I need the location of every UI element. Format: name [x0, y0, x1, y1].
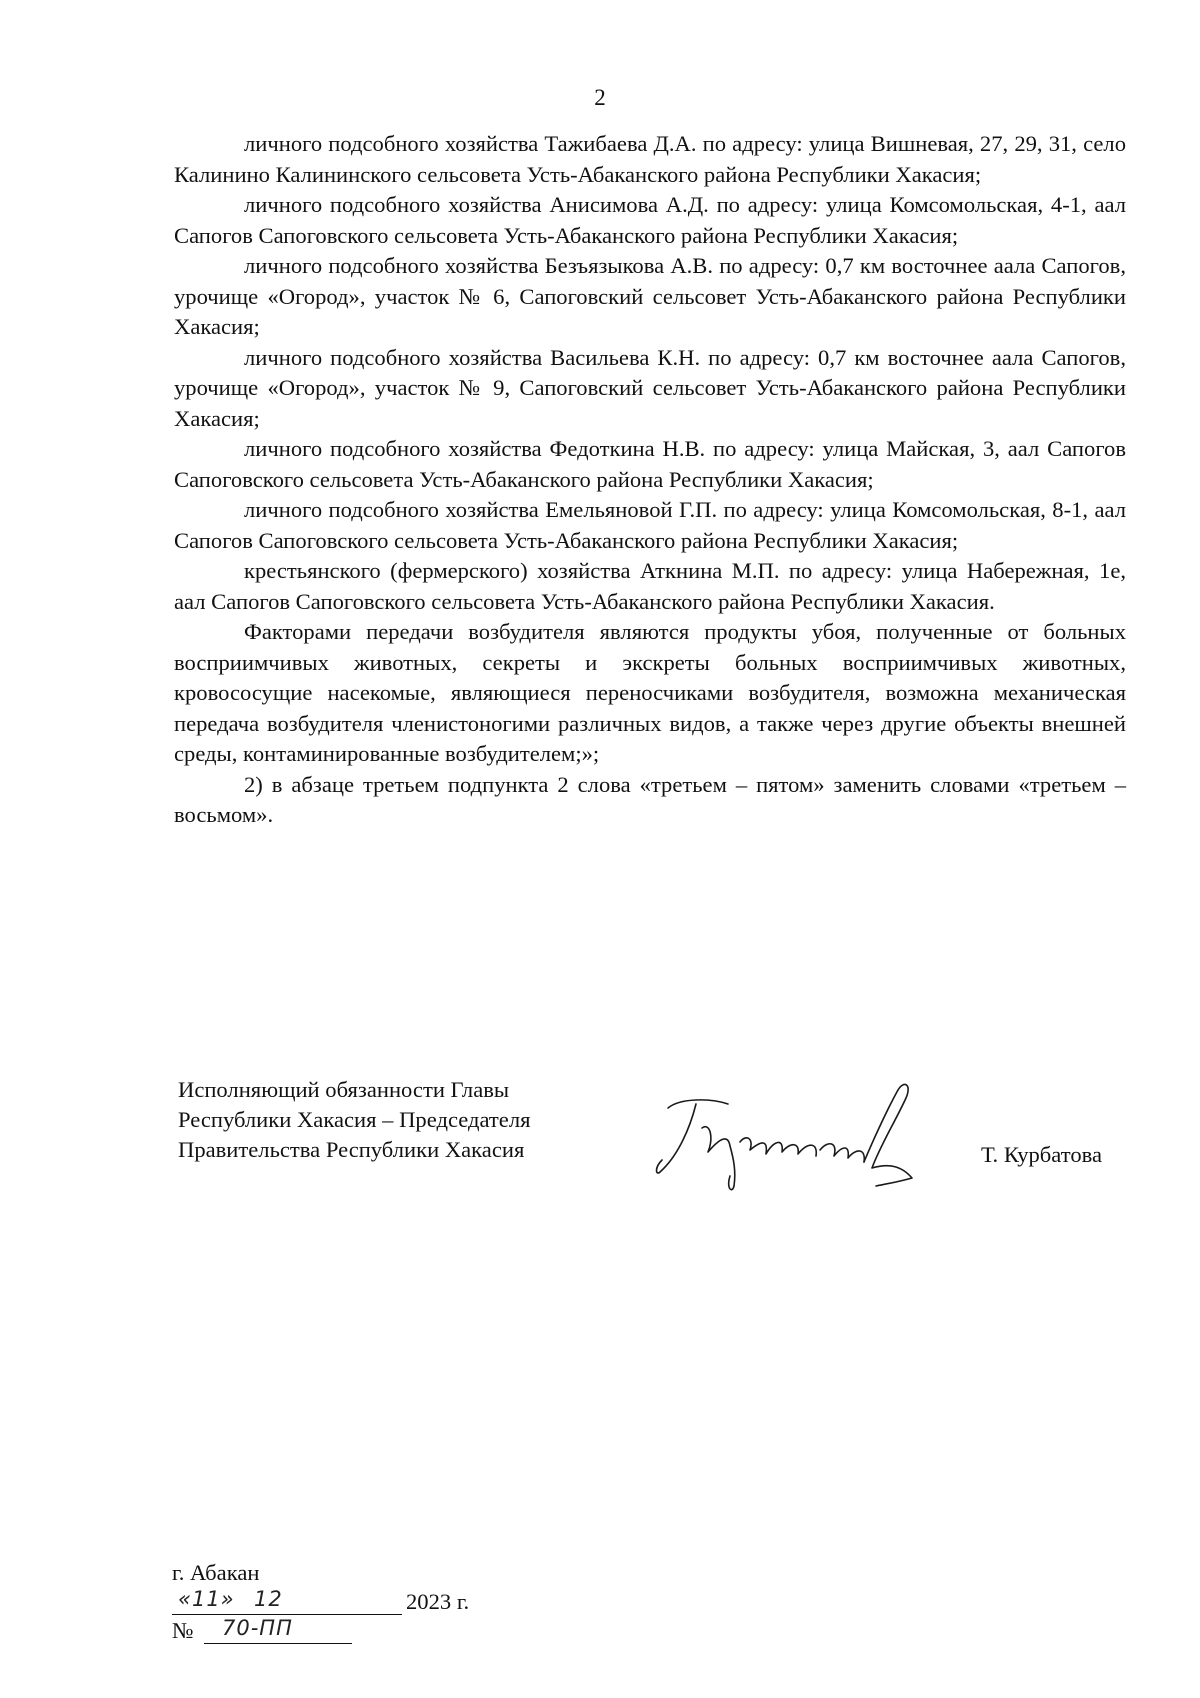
date-year: 2023 г.: [406, 1589, 470, 1614]
paragraph: Факторами передачи возбудителя являются продукты убоя, полученные от больных восприимчивых животных, секреты и экскреты больных восприимчивых животных, кровососущие насекомые, являющиеся переносчиками возбудителя, возможна механическая передача возбудителя членистоногими различных видов, а также через другие объекты внешней среды, контаминированные возбудителем;»;: [174, 619, 1126, 766]
paragraph: личного подсобного хозяйства Анисимова А.Д. по адресу: улица Комсомольская, 4-1, аал Сапогов Сапоговского сельсовета Усть-Абаканского района Республики Хакасия;: [174, 192, 1126, 248]
paragraph: личного подсобного хозяйства Тажибаева Д.А. по адресу: улица Вишневая, 27, 29, 31, село Калинино Калининского сельсовета Усть-Абаканского района Республики Хакасия;: [174, 131, 1126, 187]
number-value-handwritten: 70-ПП: [222, 1616, 293, 1640]
issue-date: [172, 1587, 572, 1616]
paragraph: личного подсобного хозяйства Емельяновой Г.П. по адресу: улица Комсомольская, 8-1, аал Сапогов Сапоговского сельсовета Усть-Абаканского района Республики Хакасия;: [174, 497, 1126, 553]
issue-city: г. Абакан: [172, 1560, 260, 1585]
signatory-title-line: Республики Хакасия – Председателя: [178, 1107, 531, 1132]
number-underline: [204, 1643, 352, 1644]
paragraph: личного подсобного хозяйства Федоткина Н.В. по адресу: улица Майская, 3, аал Сапогов Сапоговского сельсовета Усть-Абаканского района Республики Хакасия;: [174, 436, 1126, 492]
date-day-handwritten: «11»: [178, 1587, 235, 1611]
handwritten-signature-icon: [650, 1068, 920, 1198]
paragraph: личного подсобного хозяйства Васильева К.Н. по адресу: 0,7 км восточнее аала Сапогов, урочище «Огород», участок № 9, Сапоговский сельсовет Усть-Абаканского района Республики Хакасия;: [174, 344, 1126, 431]
issue-details: [172, 1558, 572, 1645]
signatory-title: [178, 1075, 608, 1165]
paragraph: личного подсобного хозяйства Безъязыкова А.В. по адресу: 0,7 км восточнее аала Сапогов, урочище «Огород», участок № 6, Сапоговский сельсовет Усть-Абаканского района Республики Хакасия;: [174, 253, 1126, 339]
page-number: 2: [594, 85, 606, 110]
signatory-title-line: Правительства Республики Хакасия: [178, 1137, 525, 1162]
signatory-title-line: Исполняющий обязанности Главы: [178, 1077, 510, 1102]
signatory-name: Т. Курбатова: [981, 1142, 1103, 1167]
document-number: [172, 1616, 572, 1645]
paragraph: 2) в абзаце третьем подпункта 2 слова «третьем – пятом» заменить словами «третьем – восьмом».: [174, 771, 1126, 827]
date-month-handwritten: 12: [254, 1587, 283, 1611]
document-body: [174, 129, 1126, 831]
paragraph: крестьянского (фермерского) хозяйства Аткнина М.П. по адресу: улица Набережная, 1е, аал Сапогов Сапоговского сельсовета Усть-Абаканского района Республики Хакасия.: [174, 558, 1126, 614]
number-sign: №: [172, 1618, 194, 1643]
